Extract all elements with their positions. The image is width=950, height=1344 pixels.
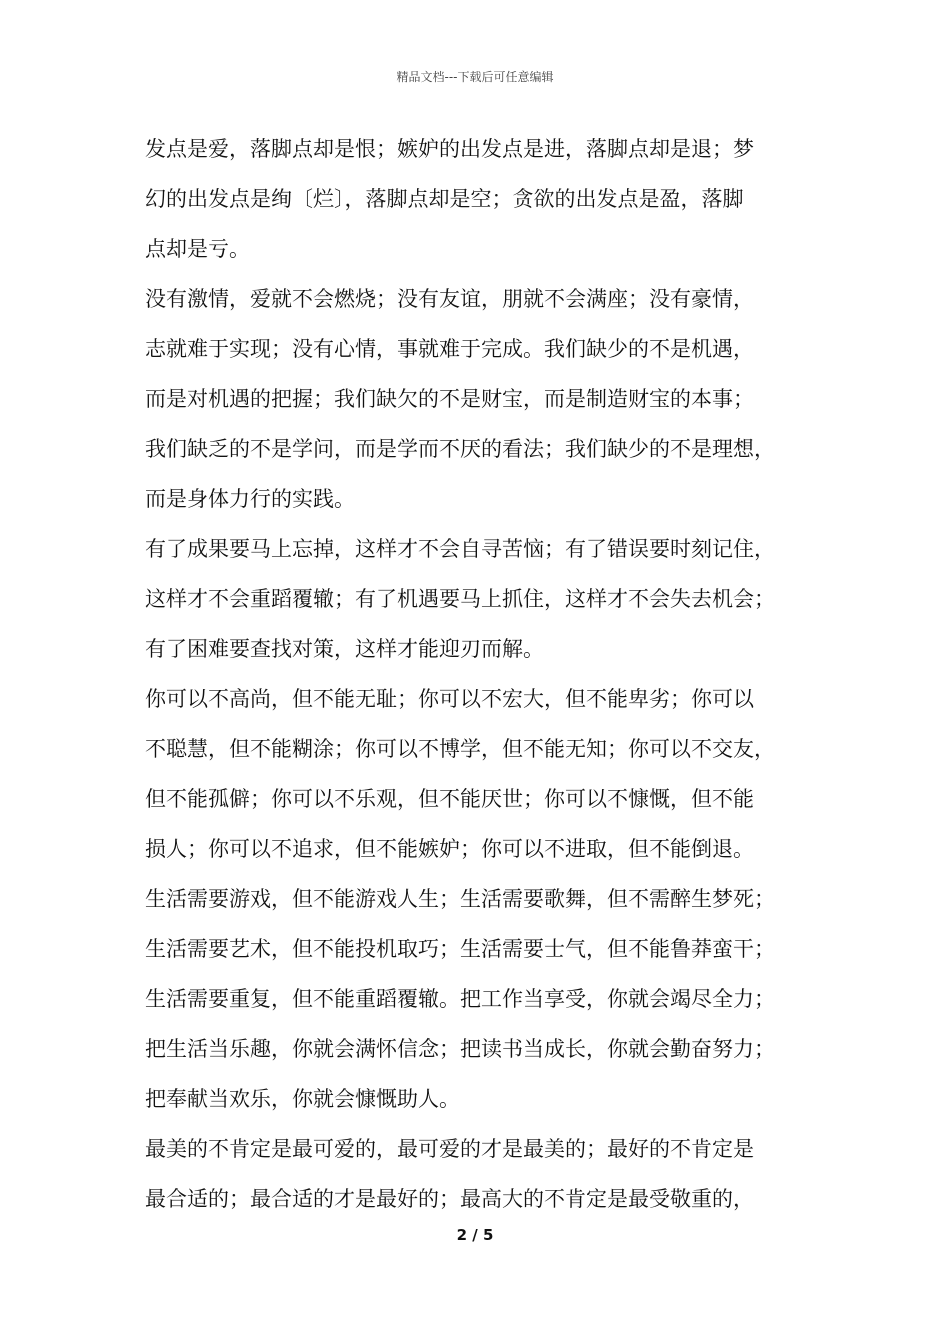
text-line: 幻的出发点是绚〔烂〕，落脚点却是空；贪欲的出发点是盈，落脚 [145, 187, 744, 211]
text-line: 没有激情，爱就不会燃烧；没有友谊，朋就不会满座；没有豪情， [145, 287, 754, 311]
page-header: 精品文档---下载后可任意编辑 [396, 70, 554, 84]
text-line: 这样才不会重蹈覆辙；有了机遇要马上抓住，这样才不会失去机会； [145, 587, 775, 611]
text-line: 有了困难要查找对策，这样才能迎刃而解。 [145, 637, 544, 661]
text-line: 不聪慧，但不能糊涂；你可以不博学，但不能无知；你可以不交友， [145, 737, 775, 761]
text-line: 但不能孤僻；你可以不乐观，但不能厌世；你可以不慷慨，但不能 [145, 787, 754, 811]
document-body [145, 124, 825, 1224]
text-line: 发点是爱，落脚点却是恨；嫉妒的出发点是进，落脚点却是退；梦 [145, 137, 754, 161]
text-line: 你可以不高尚，但不能无耻；你可以不宏大，但不能卑劣；你可以 [145, 687, 754, 711]
text-line: 把生活当乐趣，你就会满怀信念；把读书当成长，你就会勤奋努力； [145, 1037, 775, 1061]
text-line: 有了成果要马上忘掉，这样才不会自寻苦恼；有了错误要时刻记住， [145, 537, 775, 561]
text-line: 我们缺乏的不是学问，而是学而不厌的看法；我们缺少的不是理想， [145, 437, 775, 461]
page-number-current: 2 [456, 1226, 468, 1244]
text-line: 最合适的；最合适的才是最好的；最高大的不肯定是最受敬重的， [145, 1187, 754, 1211]
page-number-separator: / [467, 1226, 483, 1244]
text-line: 损人；你可以不追求，但不能嫉妒；你可以不进取，但不能倒退。 [145, 837, 754, 861]
page-number-footer [0, 1226, 950, 1244]
page-number-total: 5 [482, 1226, 494, 1244]
text-line: 最美的不肯定是最可爱的，最可爱的才是最美的；最好的不肯定是 [145, 1137, 754, 1161]
text-line: 生活需要艺术，但不能投机取巧；生活需要士气，但不能鲁莽蛮干； [145, 937, 775, 961]
text-line: 生活需要游戏，但不能游戏人生；生活需要歌舞，但不需醉生梦死； [145, 887, 775, 911]
text-line: 志就难于实现；没有心情，事就难于完成。我们缺少的不是机遇， [145, 337, 754, 361]
text-line: 把奉献当欢乐，你就会慷慨助人。 [145, 1087, 460, 1111]
text-line: 而是对机遇的把握；我们缺欠的不是财宝，而是制造财宝的本事； [145, 387, 754, 411]
text-line: 而是身体力行的实践。 [145, 487, 355, 511]
text-line: 点却是亏。 [145, 237, 250, 261]
text-line: 生活需要重复，但不能重蹈覆辙。把工作当享受，你就会竭尽全力； [145, 987, 775, 1011]
